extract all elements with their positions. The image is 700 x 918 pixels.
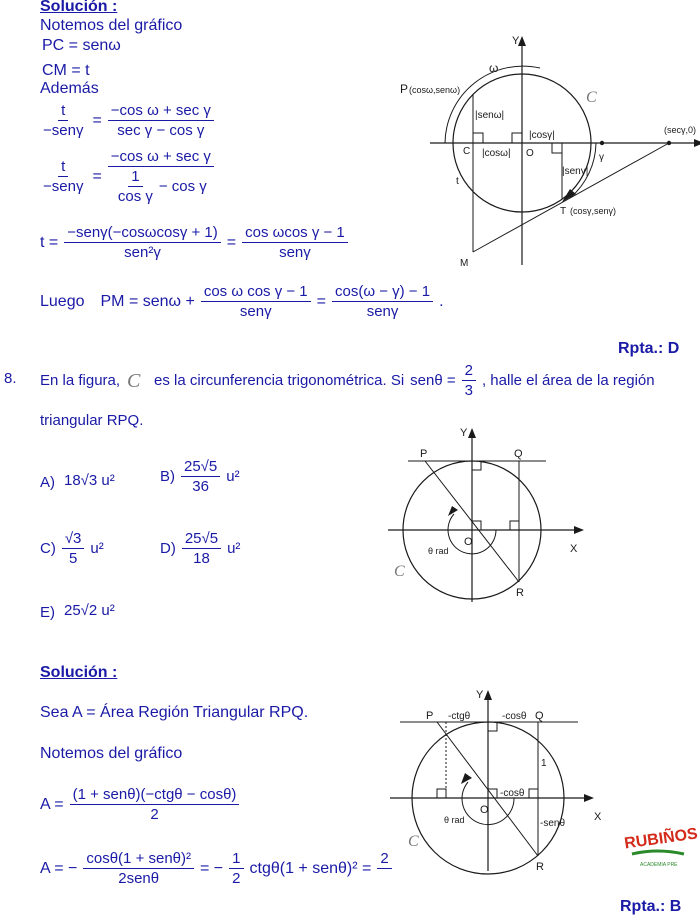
t-label: t [456,176,459,187]
script-c-symbol [126,371,148,391]
y-label-3: Y [476,689,484,701]
omega-label: ω [489,61,499,75]
option-e-label[interactable]: E) [40,604,55,621]
option-d-unit: u² [227,540,241,557]
eq4-lhs: PM = senω + [100,292,195,310]
y-label-1: Y [512,35,520,47]
one-label: 1 [541,758,547,769]
script-c-2: C [394,563,405,580]
notemos-text-2: Notemos del gráfico [40,745,183,762]
right-angle-o [512,133,522,143]
eq2-lhs-den: −senγ [43,178,84,195]
option-b-den: 36 [192,478,209,495]
right-angle-o-2 [472,521,481,530]
area-eq2-mid: = − [200,859,224,877]
cos-gamma-label: |cosγ| [529,130,555,141]
area-eq2-den: 2senθ [118,870,160,887]
r-label-3: R [536,861,544,873]
eq-cm: CM = t [42,62,90,79]
script-c-glyph: C [127,369,141,392]
eq4-num2: cos(ω − γ) − 1 [332,283,433,302]
p-label-2: P [420,448,428,460]
equation-4: Luego PM = senω + $\frac{\text{cos ω cos γ − 1}}{\text{senγ}}$ = $\frac{\cos(\omega - \gamma) - 1}{\text{senγ}}$ . [40,283,444,320]
logo-sub: ACADEMIA PRE [640,862,678,868]
option-b-unit: u² [226,468,240,485]
eq4-num1: cos ω cos γ − 1 [201,283,311,302]
p-label-3: P [426,710,434,722]
notemos-text-1: Notemos del gráfico [40,17,183,34]
option-e-value[interactable]: 25√2 u² [64,602,115,619]
eq2-den-tail: − cos γ [158,178,207,195]
cos-top-label: -cosθ [502,711,527,722]
option-d[interactable] [160,530,240,567]
rpta-b: Rpta.: B [620,898,682,915]
option-c-num: √3 [62,530,85,549]
sen-gamma-label: |senγ| [562,166,589,177]
option-c-unit: u² [90,540,104,557]
eq4-den2: senγ [366,303,399,320]
o-label-3: O [480,804,489,816]
t-coords: (cosγ,senγ) [570,206,617,216]
unit-circle-diagram-3 [388,686,618,876]
y-axis-arrow-3 [484,690,492,700]
solution-heading-2: Solución : [40,664,118,681]
m-label: M [460,258,469,269]
o-label-2: O [464,536,473,548]
area-eq2-num: cosθ(1 + senθ)² [83,850,194,869]
sec-coords: (secγ,0) [664,125,697,135]
area-eq1-lhs: A = [40,795,64,813]
option-c-label: C) [40,540,56,557]
eq3-den1: sen²γ [124,244,161,261]
script-c-3: C [408,833,419,850]
p-label-1: P [400,82,409,96]
eq1-lhs-num: t [58,102,68,121]
statement-part-c: , halle el área de la región [481,372,655,389]
p-coords: (cosω,senω) [409,85,461,95]
half-den: 2 [232,870,241,887]
eq1-rhs-num: −cos ω + sec γ [108,102,214,121]
y-label-2: Y [460,427,468,439]
right-angle-o-3 [488,789,497,798]
unit-circle-diagram-2 [388,424,618,604]
option-b-label: B) [160,468,175,485]
q-label-3: Q [535,710,544,722]
eq3-den2: senγ [279,244,311,261]
statement-part-a: En la figura, [40,372,121,389]
right-angle-gamma [552,143,562,153]
right-angle-top-3 [488,722,497,731]
theta-label-3: θ rad [444,815,465,825]
sin-frac-den: 3 [464,382,473,399]
cos-mid-label: -cosθ [500,788,525,799]
theta-arrow-3 [461,773,472,784]
right-angle-r-2 [510,521,519,530]
statement-part-d: triangular RPQ. [40,412,144,429]
option-a-label[interactable]: A) [40,474,55,491]
y-axis-arrow-2 [468,428,476,438]
option-d-label: D) [160,540,176,557]
problem-statement [40,362,655,399]
ademas-text: Además [40,80,99,97]
x-axis-arrow-1 [694,139,700,147]
x-label-2: X [570,543,578,555]
right-angle-top-2 [472,461,481,470]
x-axis-arrow-2 [574,526,584,534]
eq1-rhs-den: sec γ − cos γ [117,122,205,139]
sen-omega-label: |senω| [475,110,505,121]
equation-3: t = $\frac{\text{−senγ(−cosωcosγ + 1)}}{\text{sen²γ}}$ = $\frac{\text{cos ωcos γ − 1}}{\text{senγ}}$ [40,224,348,261]
cos-omega-label: |cosω| [482,148,511,159]
option-b-num: 25√5 [181,458,220,477]
option-b[interactable] [160,458,240,495]
eq3-num2: cos ωcos γ − 1 [242,224,348,243]
eq4-den1: senγ [239,303,272,320]
x-axis-arrow-3 [584,794,594,802]
unit-circle-diagram-1 [390,30,700,270]
statement-sen: senθ = [410,372,456,389]
right-angle-left-3 [437,789,446,798]
problem-number: 8. [4,370,17,387]
o-label-1: O [526,148,534,159]
omega-arc [445,66,540,143]
x-label-3: X [594,811,602,823]
eq2-rhs-num: −cos ω + sec γ [108,148,214,167]
eq2-inner-den: cos γ [117,188,153,205]
sen-label: -senθ [540,818,566,829]
eq-pc: PC = senω [42,37,121,54]
eq2-lhs-num: t [58,158,68,177]
sin-frac-num: 2 [462,362,476,381]
r-label-2: R [516,587,524,599]
unit-point [600,141,604,145]
rubinos-logo [622,818,699,880]
logo-swoosh [632,851,684,854]
area-equation-1 [40,786,239,823]
right-angle-r-3 [529,789,538,798]
equation-2: $\frac{t}{\text{−senγ}}$ = −cos ω + sec γ $\frac{1}{\text{cos γ}}$ − cos γ [40,148,214,205]
area-eq1-den: 2 [150,806,159,823]
eq3-lhs: t = [40,233,59,251]
sec-point [667,141,671,145]
option-d-num: 25√5 [182,530,221,549]
solution-heading-1: Solución : [40,0,118,15]
logo-text: RUBIÑOS [623,825,699,853]
area-eq1-num: (1 + senθ)(−ctgθ − cosθ) [70,786,240,805]
statement-part-b: es la circunferencia trigonométrica. Si [154,372,405,389]
option-c-den: 5 [68,550,78,567]
area-eq2-lhs: A = − [40,859,78,877]
rpta-d: Rpta.: D [618,340,680,357]
q-label-2: Q [514,448,523,460]
luego-text: Luego [40,292,85,310]
result-num: 2 [377,850,391,869]
eq1-lhs-den: −senγ [43,122,84,139]
option-d-den: 18 [193,550,210,567]
half-num: 1 [229,850,243,869]
area-eq2-tail: ctgθ(1 + senθ)² = [249,859,372,877]
equation-1: $\frac{t}{\text{−senγ}}$ = $\frac{\text{−cos ω + sec γ}}{\text{sec γ − cos γ}}$ [40,102,214,139]
script-c-1: C [586,89,597,106]
eq2-inner-num: 1 [128,168,142,187]
option-a-value[interactable]: 18√3 u² [64,472,115,489]
eq3-num1: −senγ(−cosωcosγ + 1) [64,224,221,243]
t-point-label: T [560,206,567,217]
right-angle-c [473,133,483,143]
sea-text: Sea A = Área Región Triangular RPQ. [40,704,309,721]
ctg-label: -ctgθ [448,711,471,722]
gamma-label: γ [599,152,604,163]
area-equation-2 [40,850,392,887]
option-c[interactable] [40,530,104,567]
c-label: C [463,146,471,157]
theta-label-2: θ rad [428,546,449,556]
